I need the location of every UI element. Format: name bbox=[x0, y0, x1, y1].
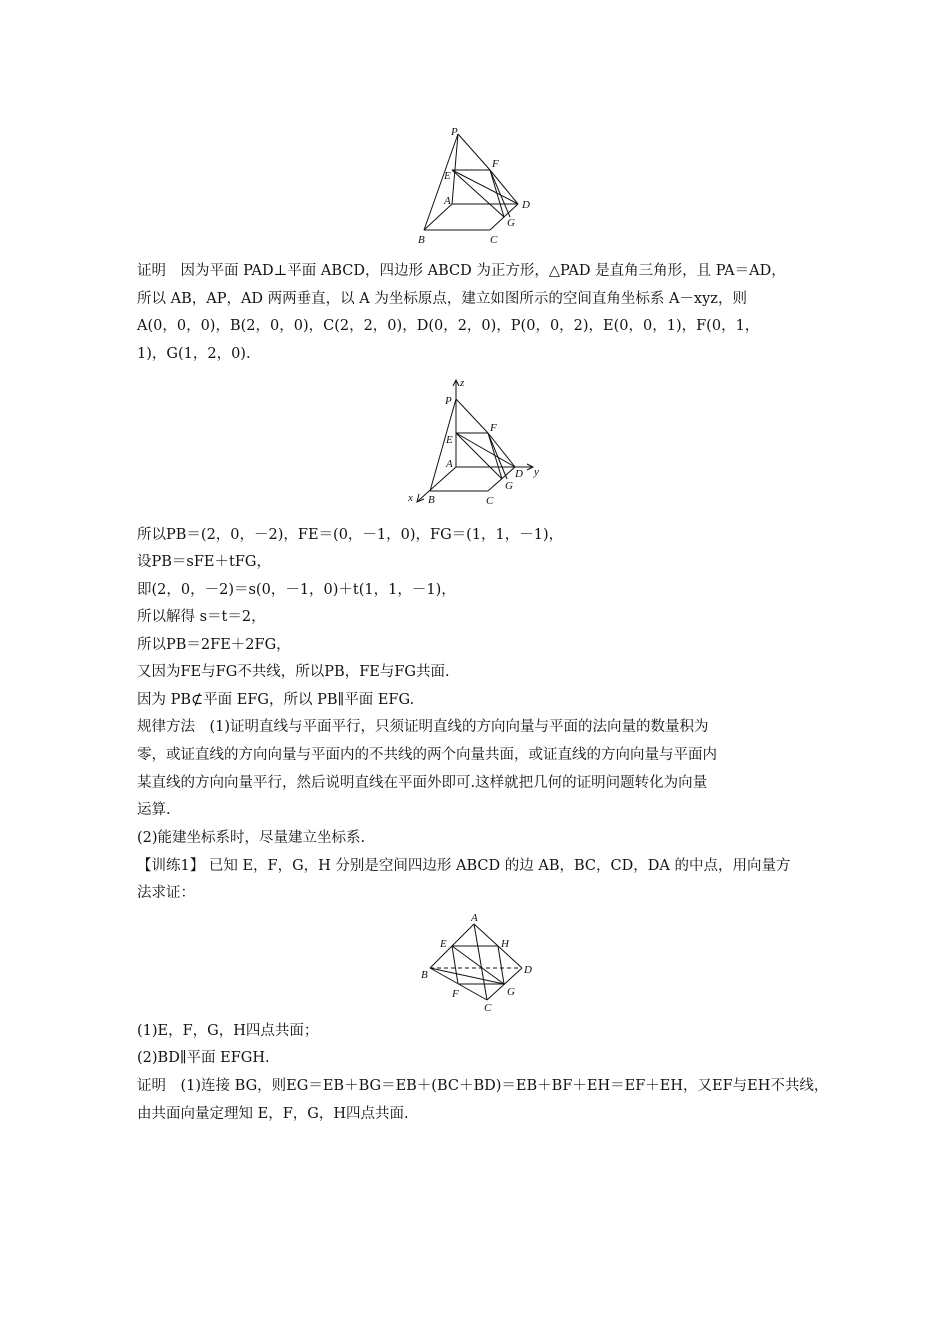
training-line1: 【训练1】 已知 E，F，G，H 分别是空间四边形 ABCD 的边 AB，BC，CD，DA 的中点，用向量方 bbox=[137, 858, 791, 874]
fig1-label-A: A bbox=[444, 195, 451, 207]
fig1-label-D: D bbox=[522, 199, 530, 211]
fig1-label-B: B bbox=[418, 234, 425, 246]
fig3-label-H: H bbox=[501, 938, 509, 950]
proof2-line6: 又因为FE与FG不共线，所以PB，FE与FG共面. bbox=[137, 664, 450, 680]
claim-2: (2)BD∥平面 EFGH. bbox=[137, 1050, 270, 1066]
fig1-label-F: F bbox=[492, 158, 499, 170]
method-line3: 某直线的方向向量平行，然后说明直线在平面外即可.这样就把几何的证明问题转化为向量 bbox=[137, 775, 708, 791]
fig3-label-G: G bbox=[507, 986, 515, 998]
fig2-label-P: P bbox=[445, 395, 452, 407]
fig1-label-P: P bbox=[451, 126, 458, 138]
method-line1: 规律方法 (1)证明直线与平面平行，只须证明直线的方向向量与平面的法向量的数量积为 bbox=[137, 719, 709, 735]
figure-pyramid bbox=[410, 122, 550, 252]
fig3-label-C: C bbox=[484, 1002, 492, 1014]
proof3-line2: 由共面向量定理知 E，F，G，H四点共面. bbox=[137, 1106, 409, 1122]
proof2-line3: 即(2，0，－2)＝s(0，－1，0)＋t(1，1，－1)， bbox=[137, 582, 456, 598]
proof2-line2: 设PB＝sFE＋tFG， bbox=[137, 554, 271, 570]
figure-quadrilateral bbox=[412, 910, 542, 1015]
fig3-label-A: A bbox=[471, 912, 478, 924]
fig1-label-E: E bbox=[444, 170, 451, 182]
fig2-label-A: A bbox=[446, 458, 453, 470]
fig2-label-D: D bbox=[515, 468, 523, 480]
fig1-label-C: C bbox=[490, 234, 498, 246]
method-line5: (2)能建坐标系时，尽量建立坐标系. bbox=[137, 830, 366, 846]
fig2-label-z: z bbox=[460, 377, 465, 389]
fig2-label-y: y bbox=[534, 466, 539, 478]
fig3-label-B: B bbox=[421, 969, 428, 981]
fig2-label-B: B bbox=[428, 494, 435, 506]
proof2-line4: 所以解得 s＝t＝2， bbox=[137, 609, 266, 625]
method-line4: 运算. bbox=[137, 802, 171, 818]
figure-pyramid-axes bbox=[402, 377, 552, 507]
fig3-label-E: E bbox=[440, 938, 447, 950]
claim-1: (1)E，F，G，H四点共面； bbox=[137, 1023, 319, 1039]
proof1-line2: 所以 AB，AP，AD 两两垂直，以 A 为坐标原点，建立如图所示的空间直角坐标系 A－xyz，则 bbox=[137, 291, 747, 307]
proof2-line1: 所以PB＝(2，0，－2)，FE＝(0，－1，0)，FG＝(1，1，－1)， bbox=[137, 527, 564, 543]
proof2-line7: 因为 PB⊄平面 EFG，所以 PB∥平面 EFG. bbox=[137, 692, 415, 708]
proof1-line3: A(0，0，0)，B(2，0，0)，C(2，2，0)，D(0，2，0)，P(0，0，2)，E(0，0，1)，F(0，1， bbox=[137, 318, 760, 334]
proof1-line1: 证明 因为平面 PAD⊥平面 ABCD，四边形 ABCD 为正方形，△PAD 是直角三角形，且 PA＝AD， bbox=[137, 263, 786, 279]
fig2-label-x: x bbox=[408, 492, 413, 504]
fig2-label-G: G bbox=[505, 480, 513, 492]
method-line2: 零，或证直线的方向向量与平面内的不共线的两个向量共面，或证直线的方向向量与平面内 bbox=[137, 747, 717, 763]
training-line2: 法求证： bbox=[137, 885, 195, 901]
fig1-label-G: G bbox=[507, 217, 515, 229]
fig2-label-F: F bbox=[490, 422, 497, 434]
proof1-line4: 1)，G(1，2，0). bbox=[137, 346, 251, 362]
proof2-line5: 所以PB＝2FE＋2FG， bbox=[137, 637, 291, 653]
fig2-label-E: E bbox=[446, 434, 453, 446]
fig2-label-C: C bbox=[486, 495, 494, 507]
proof3-line1: 证明 (1)连接 BG，则EG＝EB＋BG＝EB＋(BC＋BD)＝EB＋BF＋EH＝EF＋EH，又EF与EH不共线， bbox=[137, 1078, 829, 1094]
fig3-label-D: D bbox=[524, 964, 532, 976]
fig3-label-F: F bbox=[452, 988, 459, 1000]
